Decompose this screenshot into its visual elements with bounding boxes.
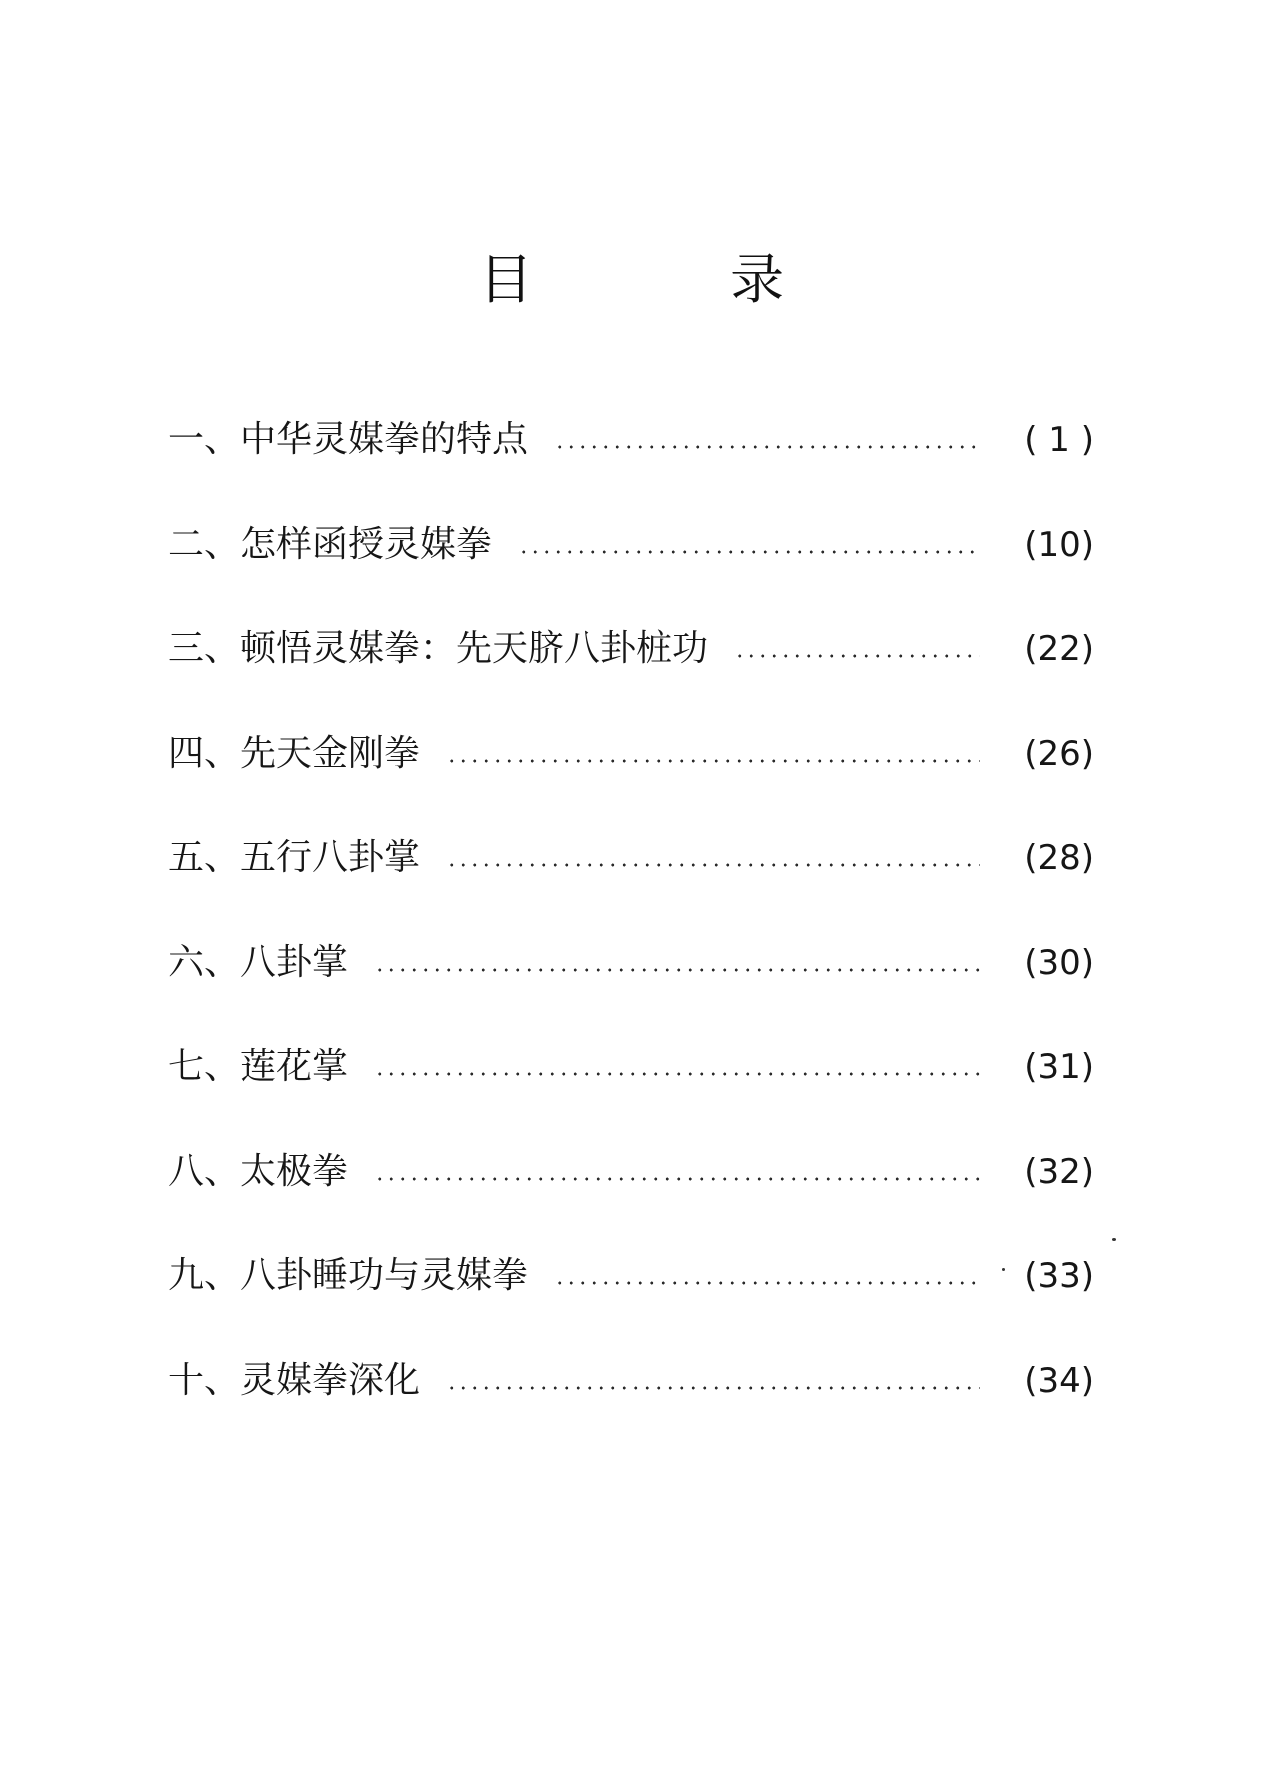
toc-entry-label: 六、八卦掌 <box>168 941 349 983</box>
toc-entry-page: (34) <box>1024 1360 1094 1401</box>
toc-entry-label: 七、莲花掌 <box>168 1046 349 1088</box>
dot-leader <box>446 1384 980 1392</box>
dot-leader <box>446 861 980 869</box>
toc-entry <box>168 597 1094 702</box>
dot-leader <box>518 548 980 556</box>
toc-entry <box>168 911 1094 1016</box>
dot-leader <box>374 1175 980 1183</box>
toc-entry-page: (32) <box>1024 1151 1094 1192</box>
toc-entry-label: 四、先天金刚拳 <box>168 732 421 774</box>
toc-entry-label: 三、顿悟灵媒拳：先天脐八卦桩功 <box>168 628 709 670</box>
dot-leader <box>374 1070 980 1078</box>
toc-entry <box>168 1120 1094 1225</box>
toc-entry-page: (28) <box>1024 838 1094 879</box>
scan-speck <box>1112 1238 1116 1241</box>
toc-entry-page: (31) <box>1024 1047 1094 1088</box>
toc-entry <box>168 702 1094 807</box>
toc-entry-page: (22) <box>1024 629 1094 670</box>
toc-list <box>168 388 1094 1433</box>
toc-entry <box>168 388 1094 493</box>
toc-entry <box>168 1329 1094 1434</box>
toc-entry-page: ( 1 ) <box>1024 420 1094 461</box>
toc-entry-label: 十、灵媒拳深化 <box>168 1359 421 1401</box>
toc-entry-label: 八、太极拳 <box>168 1150 349 1192</box>
toc-entry-page: (30) <box>1024 942 1094 983</box>
scan-speck <box>1002 1268 1005 1271</box>
toc-entry-label: 五、五行八卦掌 <box>168 837 421 879</box>
toc-entry-label: 一、中华灵媒拳的特点 <box>168 419 529 461</box>
toc-entry <box>168 1224 1094 1329</box>
toc-entry-page: (33) <box>1024 1256 1094 1297</box>
toc-entry-page: (10) <box>1024 524 1094 565</box>
toc-entry <box>168 1015 1094 1120</box>
toc-entry <box>168 493 1094 598</box>
toc-title: 目 录 <box>478 248 875 311</box>
dot-leader <box>554 1279 980 1287</box>
toc-entry-label: 二、怎样函授灵媒拳 <box>168 523 493 565</box>
toc-entry-label: 九、八卦睡功与灵媒拳 <box>168 1255 529 1297</box>
dot-leader <box>374 966 980 974</box>
dot-leader <box>734 652 980 660</box>
toc-entry <box>168 806 1094 911</box>
dot-leader <box>554 443 980 451</box>
dot-leader <box>446 757 980 765</box>
toc-entry-page: (26) <box>1024 733 1094 774</box>
